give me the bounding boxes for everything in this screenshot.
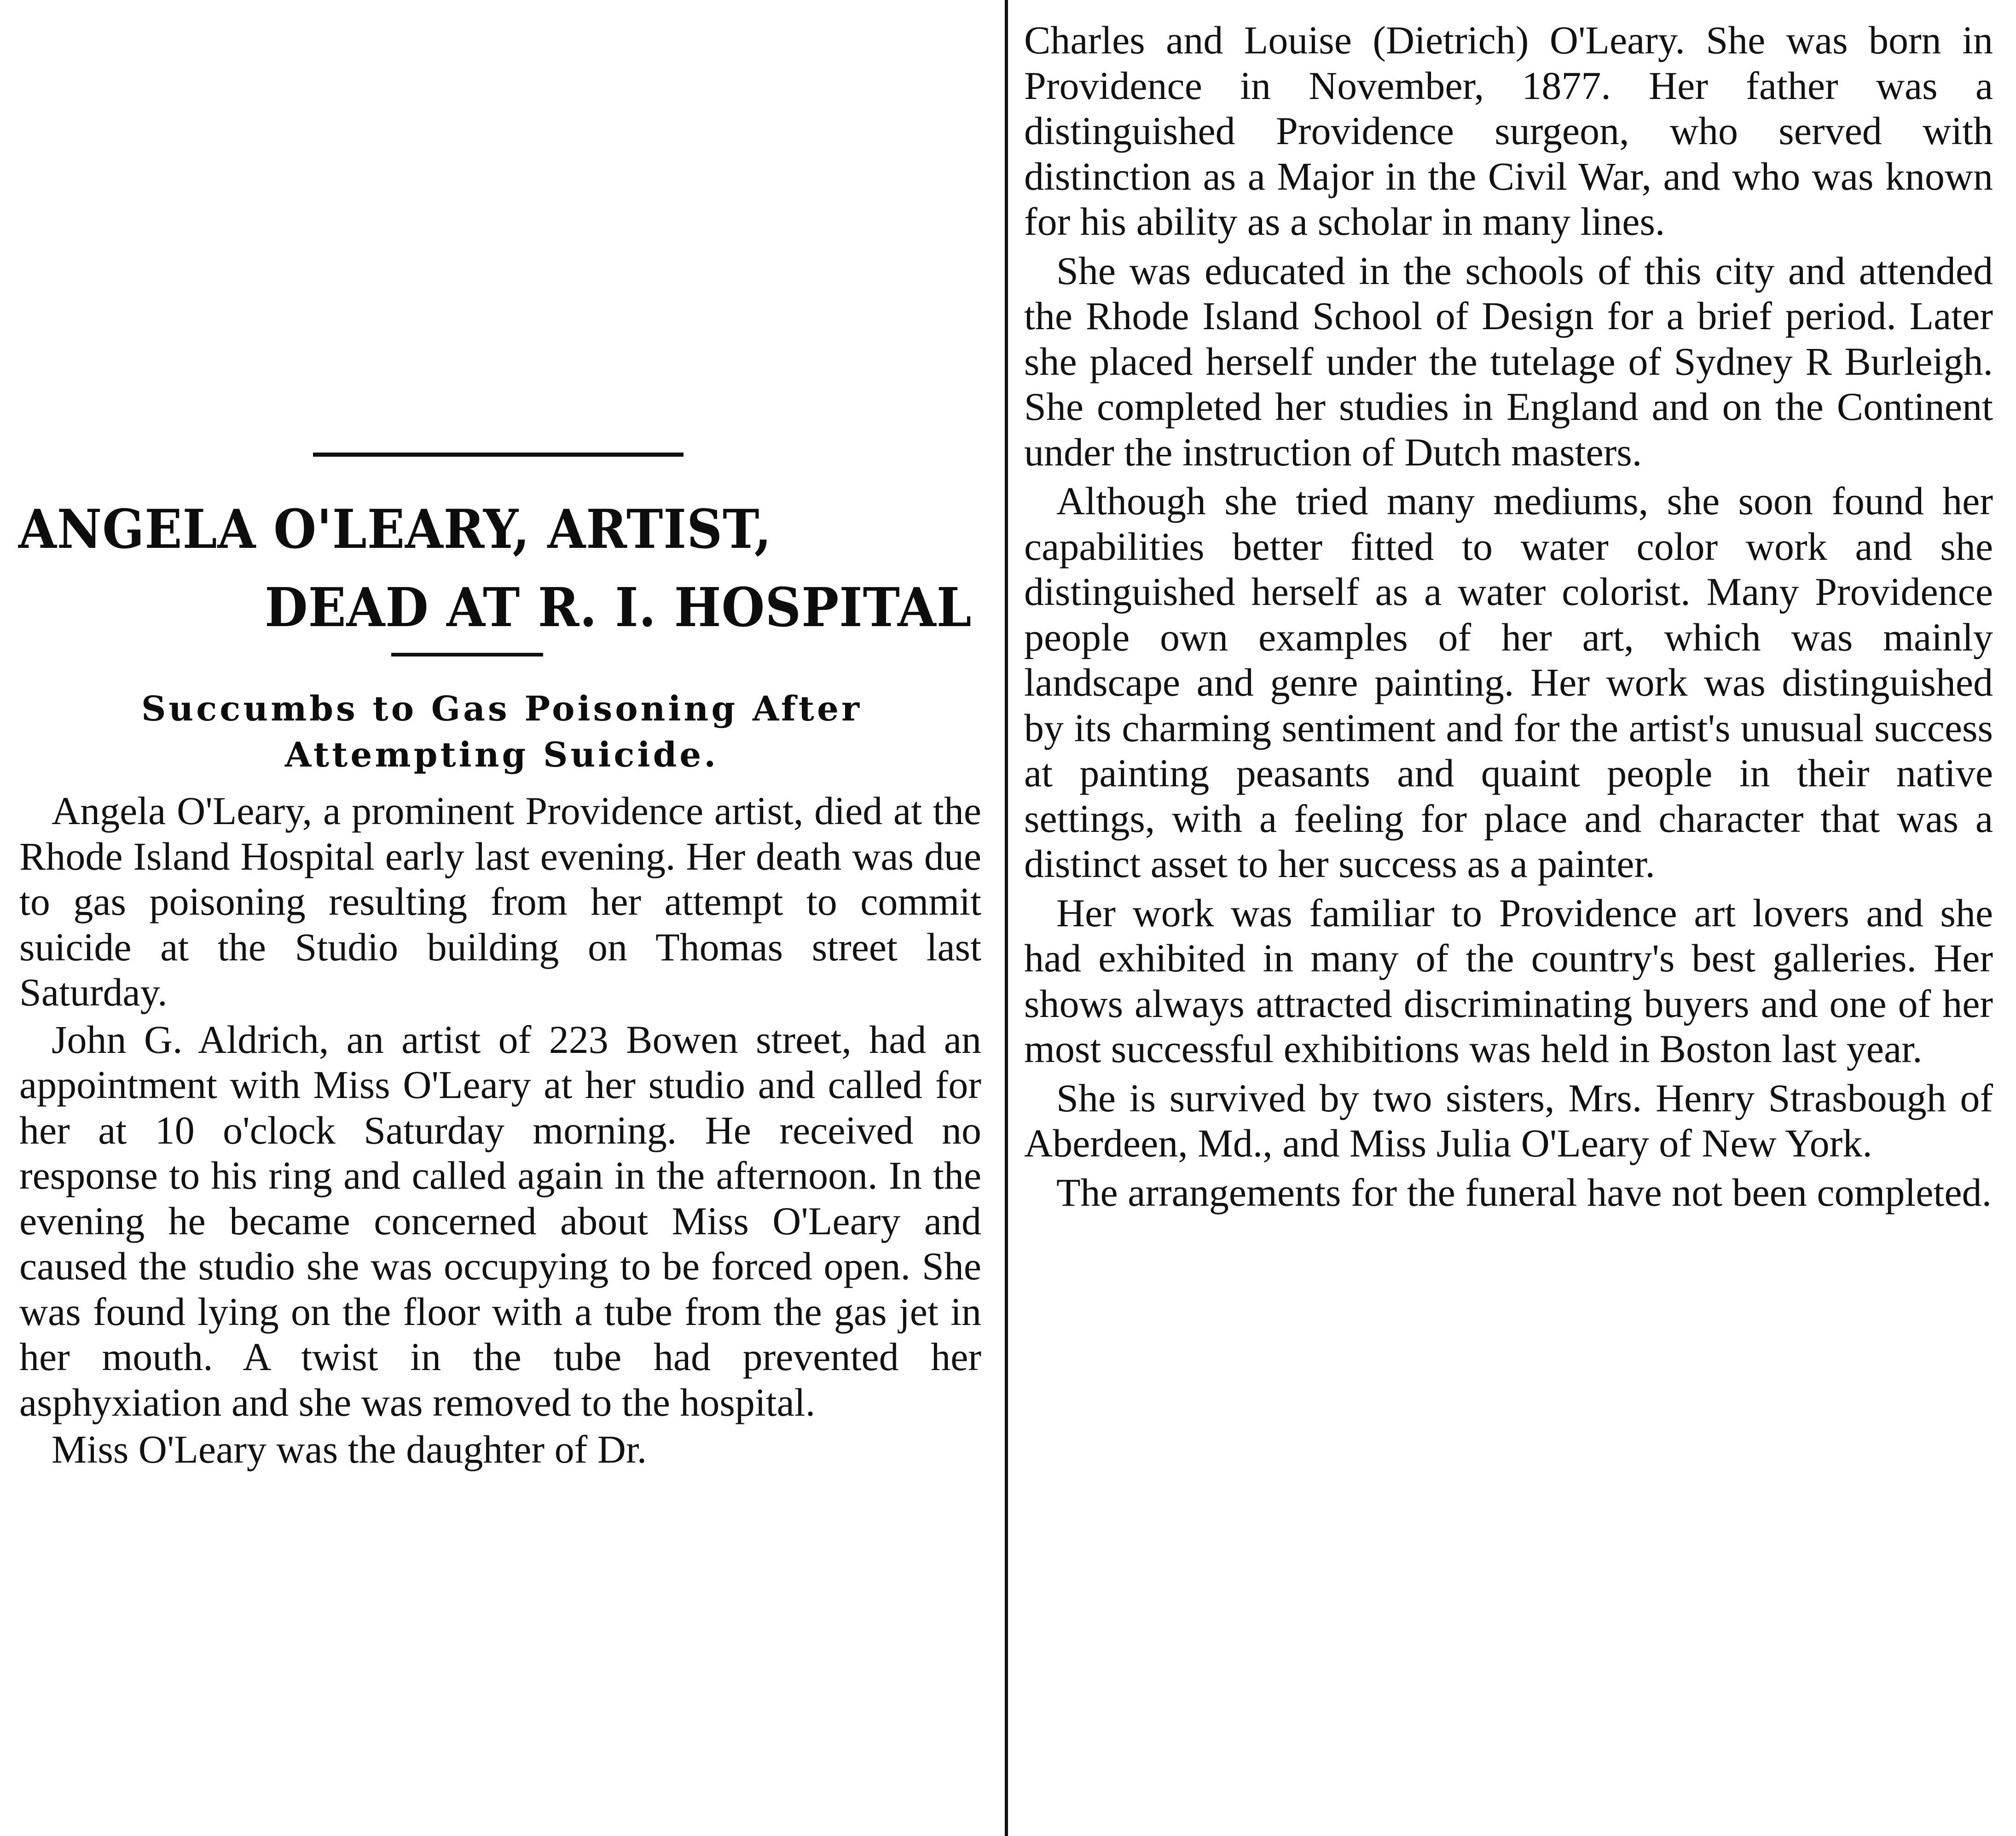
article-paragraph: Miss O'Leary was the daughter of Dr. — [52, 1427, 647, 1471]
headline-line-2: DEAD AT R. I. HOSPITAL — [265, 576, 972, 639]
article-paragraph: She was educated in the schools of this city and attended the Rhode Island School of Design for a brief period. Later she placed herself under the tutelage of Sydney R Burleigh. She completed her studies in England and on the Continent under the instruction of Dutch masters. — [1024, 248, 1993, 474]
article-paragraph: The arrangements for the funeral have not been completed. — [1056, 1170, 1992, 1214]
article-paragraph: John G. Aldrich, an artist of 223 Bowen street, had an appointment with Miss O'Leary at her studio and called for her at 10 o'clock Saturday morning. He received no response to his ring and called again in the afternoon. In the evening he became concerned about Miss O'Leary and caused the studio she was occupying to be forced open. She was found lying on the floor with a tube from the gas jet in her mouth. A twist in the tube had prevented her asphyxiation and she was removed to the hospital. — [19, 1017, 981, 1424]
article-paragraph: Her work was familiar to Providence art lovers and she had exhibited in many of the country's best galleries. Her shows always attracted discriminating buyers and one of her most successful exhibitions was held in Boston last year. — [1024, 890, 1993, 1071]
article-paragraph: Although she tried many mediums, she soon found her capabilities better fitted to water color work and she distinguished herself as a water colorist. Many Providence people own examples of her art, which was mainly landscape and genre painting. Her work was distinguished by its charming sentiment and for the artist's unusual success at painting peasants and quaint people in their native settings, with a feeling for place and character that was a distinct asset to her success as a painter. — [1024, 479, 1993, 886]
headline-rule-bottom — [391, 653, 543, 657]
headline-rule-top — [313, 453, 684, 457]
headline-line-1: ANGELA O'LEARY, ARTIST, — [18, 498, 772, 561]
article-paragraph-continued: Charles and Louise (Dietrich) O'Leary. She was born in Providence in November, 1877. Her father was a distinguished Providence surgeon, who served with distinction as a Major in the Civil War, and who was known for his ability as a scholar in many lines. — [1024, 18, 1993, 244]
article-paragraph: Angela O'Leary, a prominent Providence artist, died at the Rhode Island Hospital early last evening. Her death was due to gas poisoning resulting from her attempt to commit suicide at the Studio building on Thomas street last Saturday. — [19, 789, 981, 1014]
right-column-text — [1024, 17, 1993, 1215]
column-divider — [1005, 0, 1008, 1836]
subheadline: Succumbs to Gas Poisoning After Attempting Suicide. — [141, 689, 863, 775]
article-paragraph: She is survived by two sisters, Mrs. Henry Strasbough of Aberdeen, Md., and Miss Julia O'Leary of New York. — [1024, 1075, 1993, 1165]
left-column-text — [19, 788, 981, 1472]
